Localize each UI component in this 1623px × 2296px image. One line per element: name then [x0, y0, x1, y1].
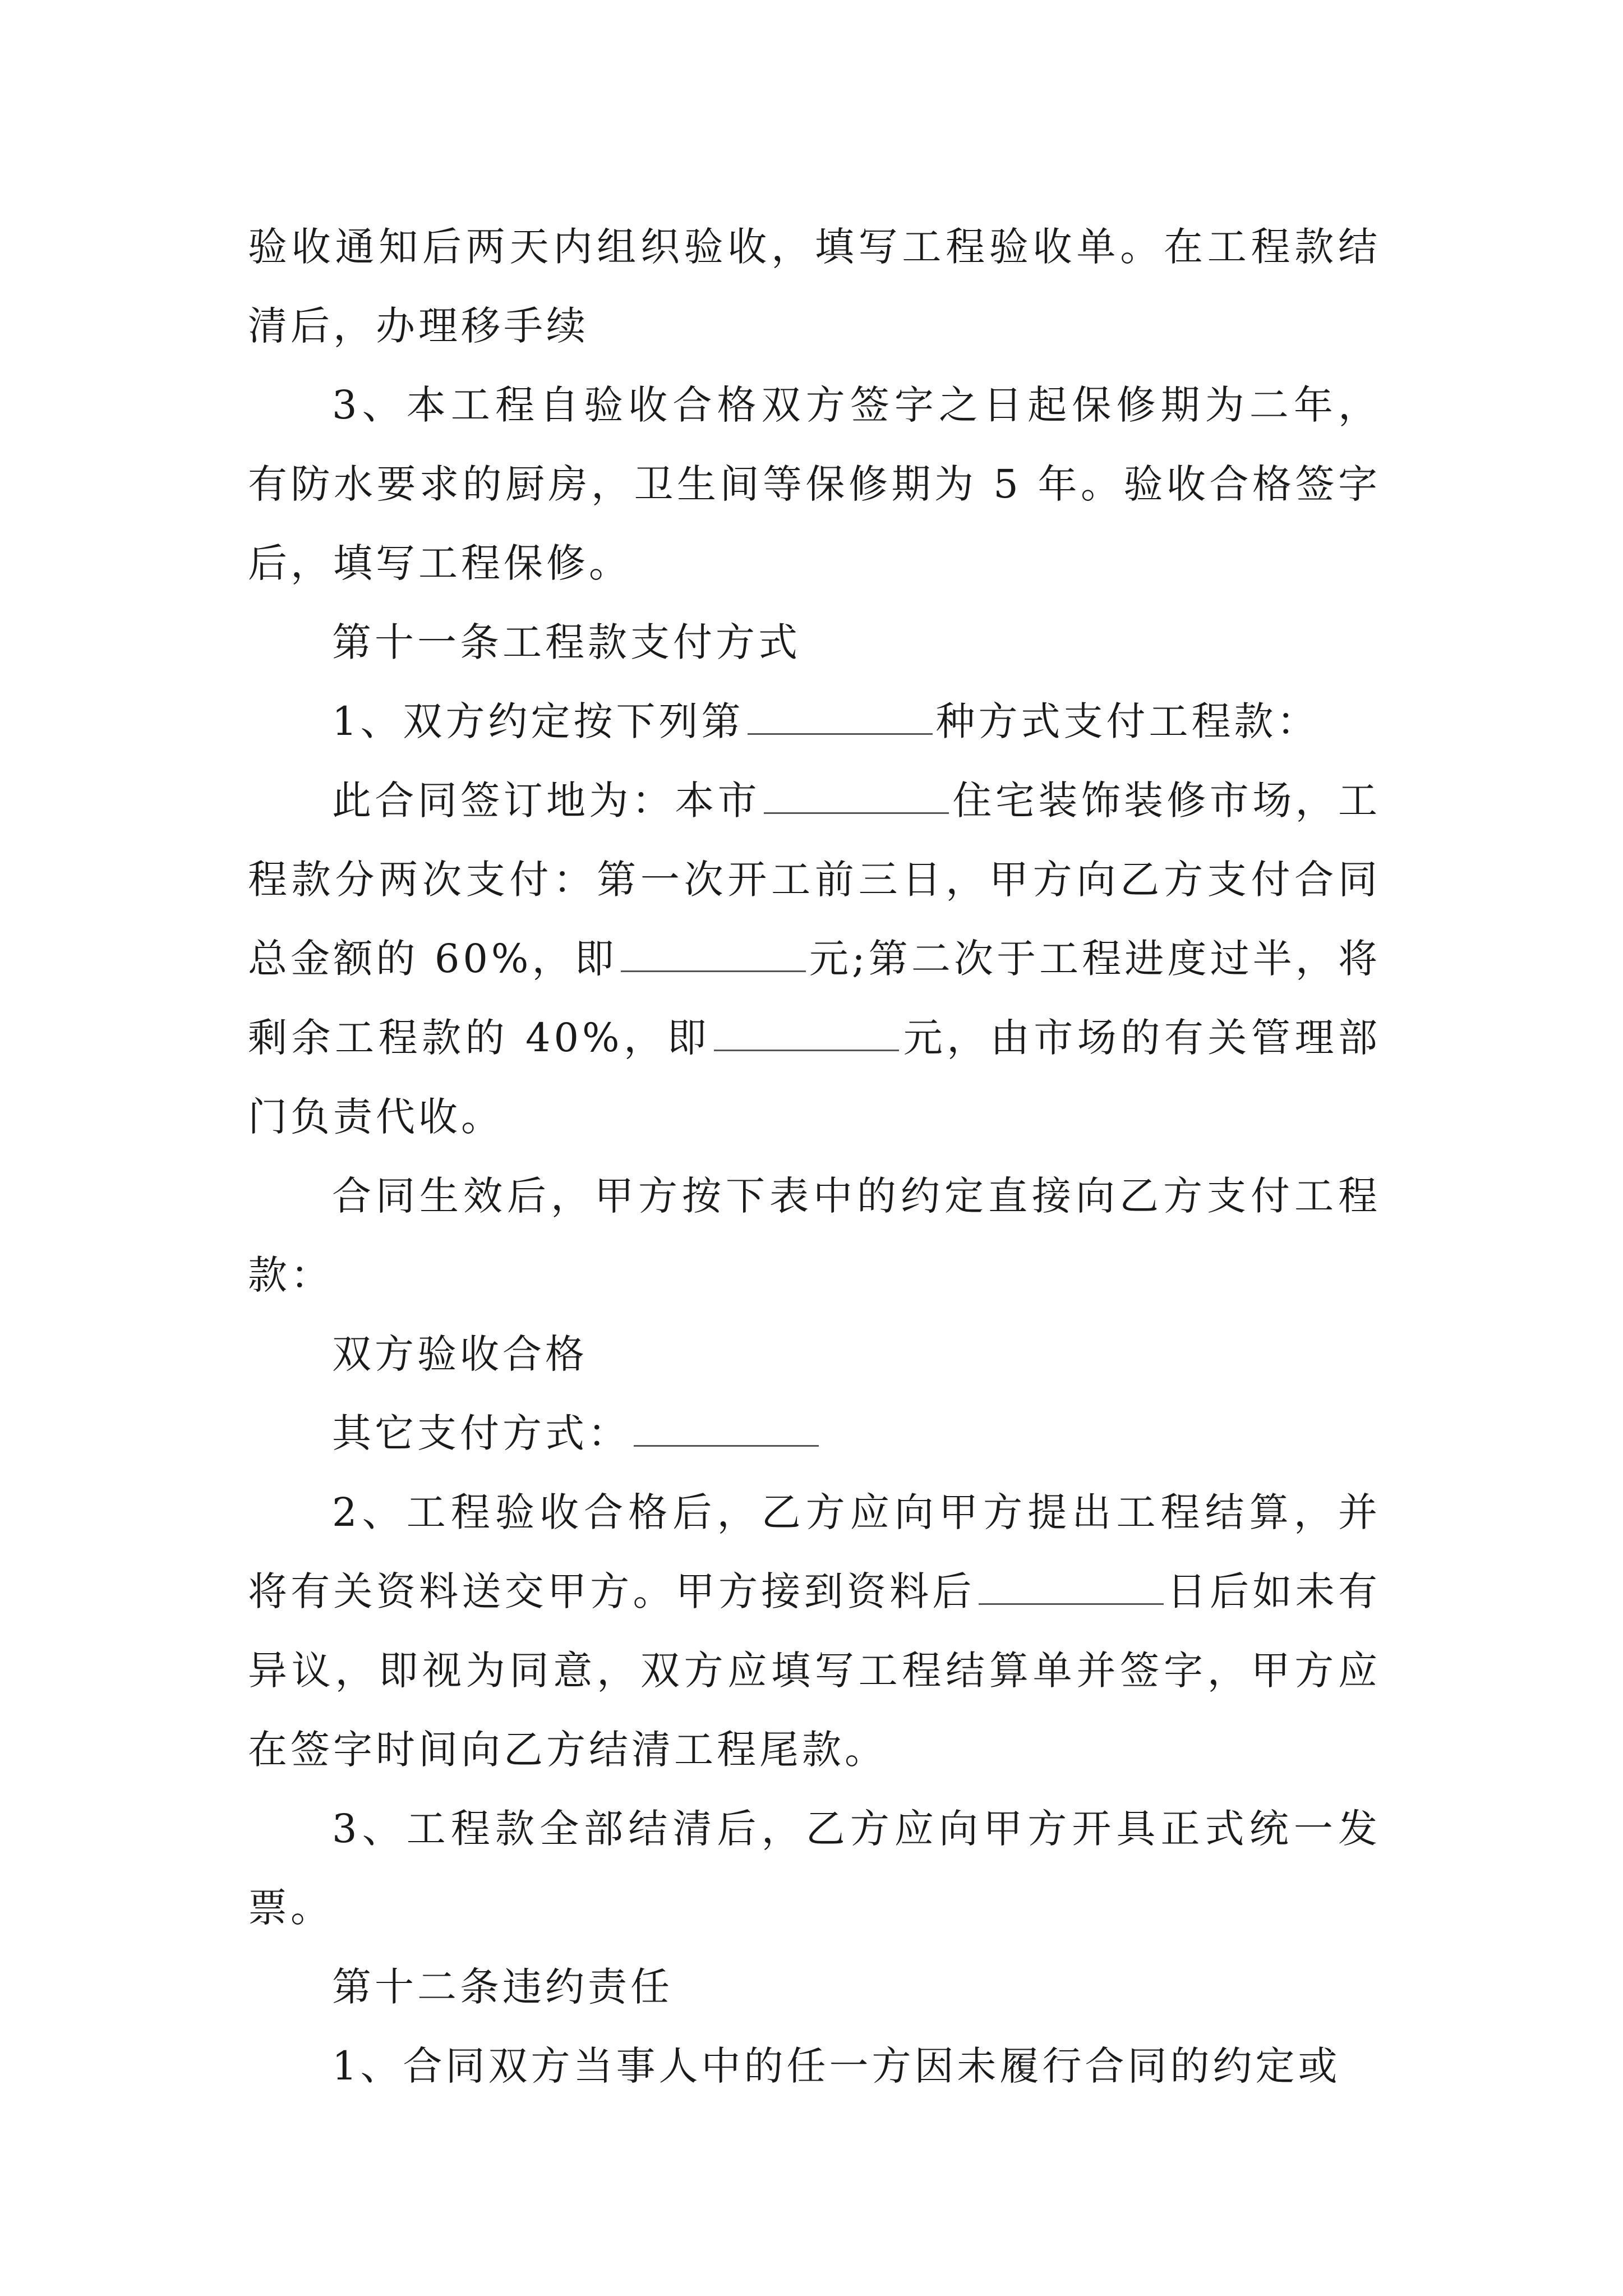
paragraph [248, 1948, 1381, 2027]
paragraph-text: 验收通知后两天内组织验收，填写工程验收单。在工程款结清后，办理移手续 [248, 224, 1381, 349]
paragraph [248, 1789, 1381, 1948]
paragraph-text: 双方验收合格 [332, 1331, 588, 1377]
fill-in-blank [979, 1564, 1164, 1605]
paragraph-text: 元;第二次于工程进度过半，将剩余工程款的 40%，即 [248, 936, 1381, 1061]
paragraph [248, 208, 1381, 366]
paragraph-text: 3、本工程自验收合格双方签字之日起保修期为二年，有防水要求的厨房，卫生间等保修期为 5 年。验收合格签字后，填写工程保修。 [248, 382, 1381, 586]
fill-in-blank [621, 931, 806, 972]
paragraph-text: 其它支付方式： [332, 1410, 630, 1456]
paragraph [248, 682, 1381, 761]
fill-in-blank [764, 773, 949, 814]
paragraph [248, 1157, 1381, 1315]
paragraph-text: 1、双方约定按下列第 [332, 698, 744, 744]
paragraph-text: 住宅装饰装修市场，工程款分两次支付：第一次开工前三日，甲方向乙方支付合同总金额的 60%，即 [248, 777, 1381, 982]
paragraph [248, 603, 1381, 682]
paragraph [248, 1473, 1381, 1789]
paragraph [248, 366, 1381, 603]
paragraph-text: 2、工程验收合格后，乙方应向甲方提出工程结算，并将有关资料送交甲方。甲方接到资料后 [248, 1489, 1381, 1614]
paragraph-text: 第十二条违约责任 [332, 1964, 673, 2010]
paragraph-text: 合同生效后，甲方按下表中的约定直接向乙方支付工程款： [248, 1173, 1381, 1298]
paragraph [248, 1394, 1381, 1473]
fill-in-blank [634, 1406, 819, 1447]
paragraph-text: 3、工程款全部结清后，乙方应向甲方开具正式统一发票。 [248, 1806, 1381, 1931]
paragraph [248, 761, 1381, 1157]
paragraph-text: 元，由市场的有关管理部门负责代收。 [248, 1015, 1381, 1140]
paragraph-text: 此合同签订地为：本市 [332, 777, 760, 823]
paragraph [248, 2027, 1381, 2106]
paragraph-text: 第十一条工程款支付方式 [332, 619, 801, 665]
paragraph [248, 1315, 1381, 1394]
fill-in-blank [714, 1010, 899, 1051]
document-body [248, 208, 1381, 2106]
paragraph-text: 日后如未有异议，即视为同意，双方应填写工程结算单并签字，甲方应在签字时间向乙方结清工程尾款。 [248, 1568, 1381, 1773]
fill-in-blank [748, 694, 933, 735]
paragraph-text: 种方式支付工程款： [935, 698, 1320, 744]
paragraph-text: 1、合同双方当事人中的任一方因未履行合同的约定或 [332, 2043, 1341, 2089]
